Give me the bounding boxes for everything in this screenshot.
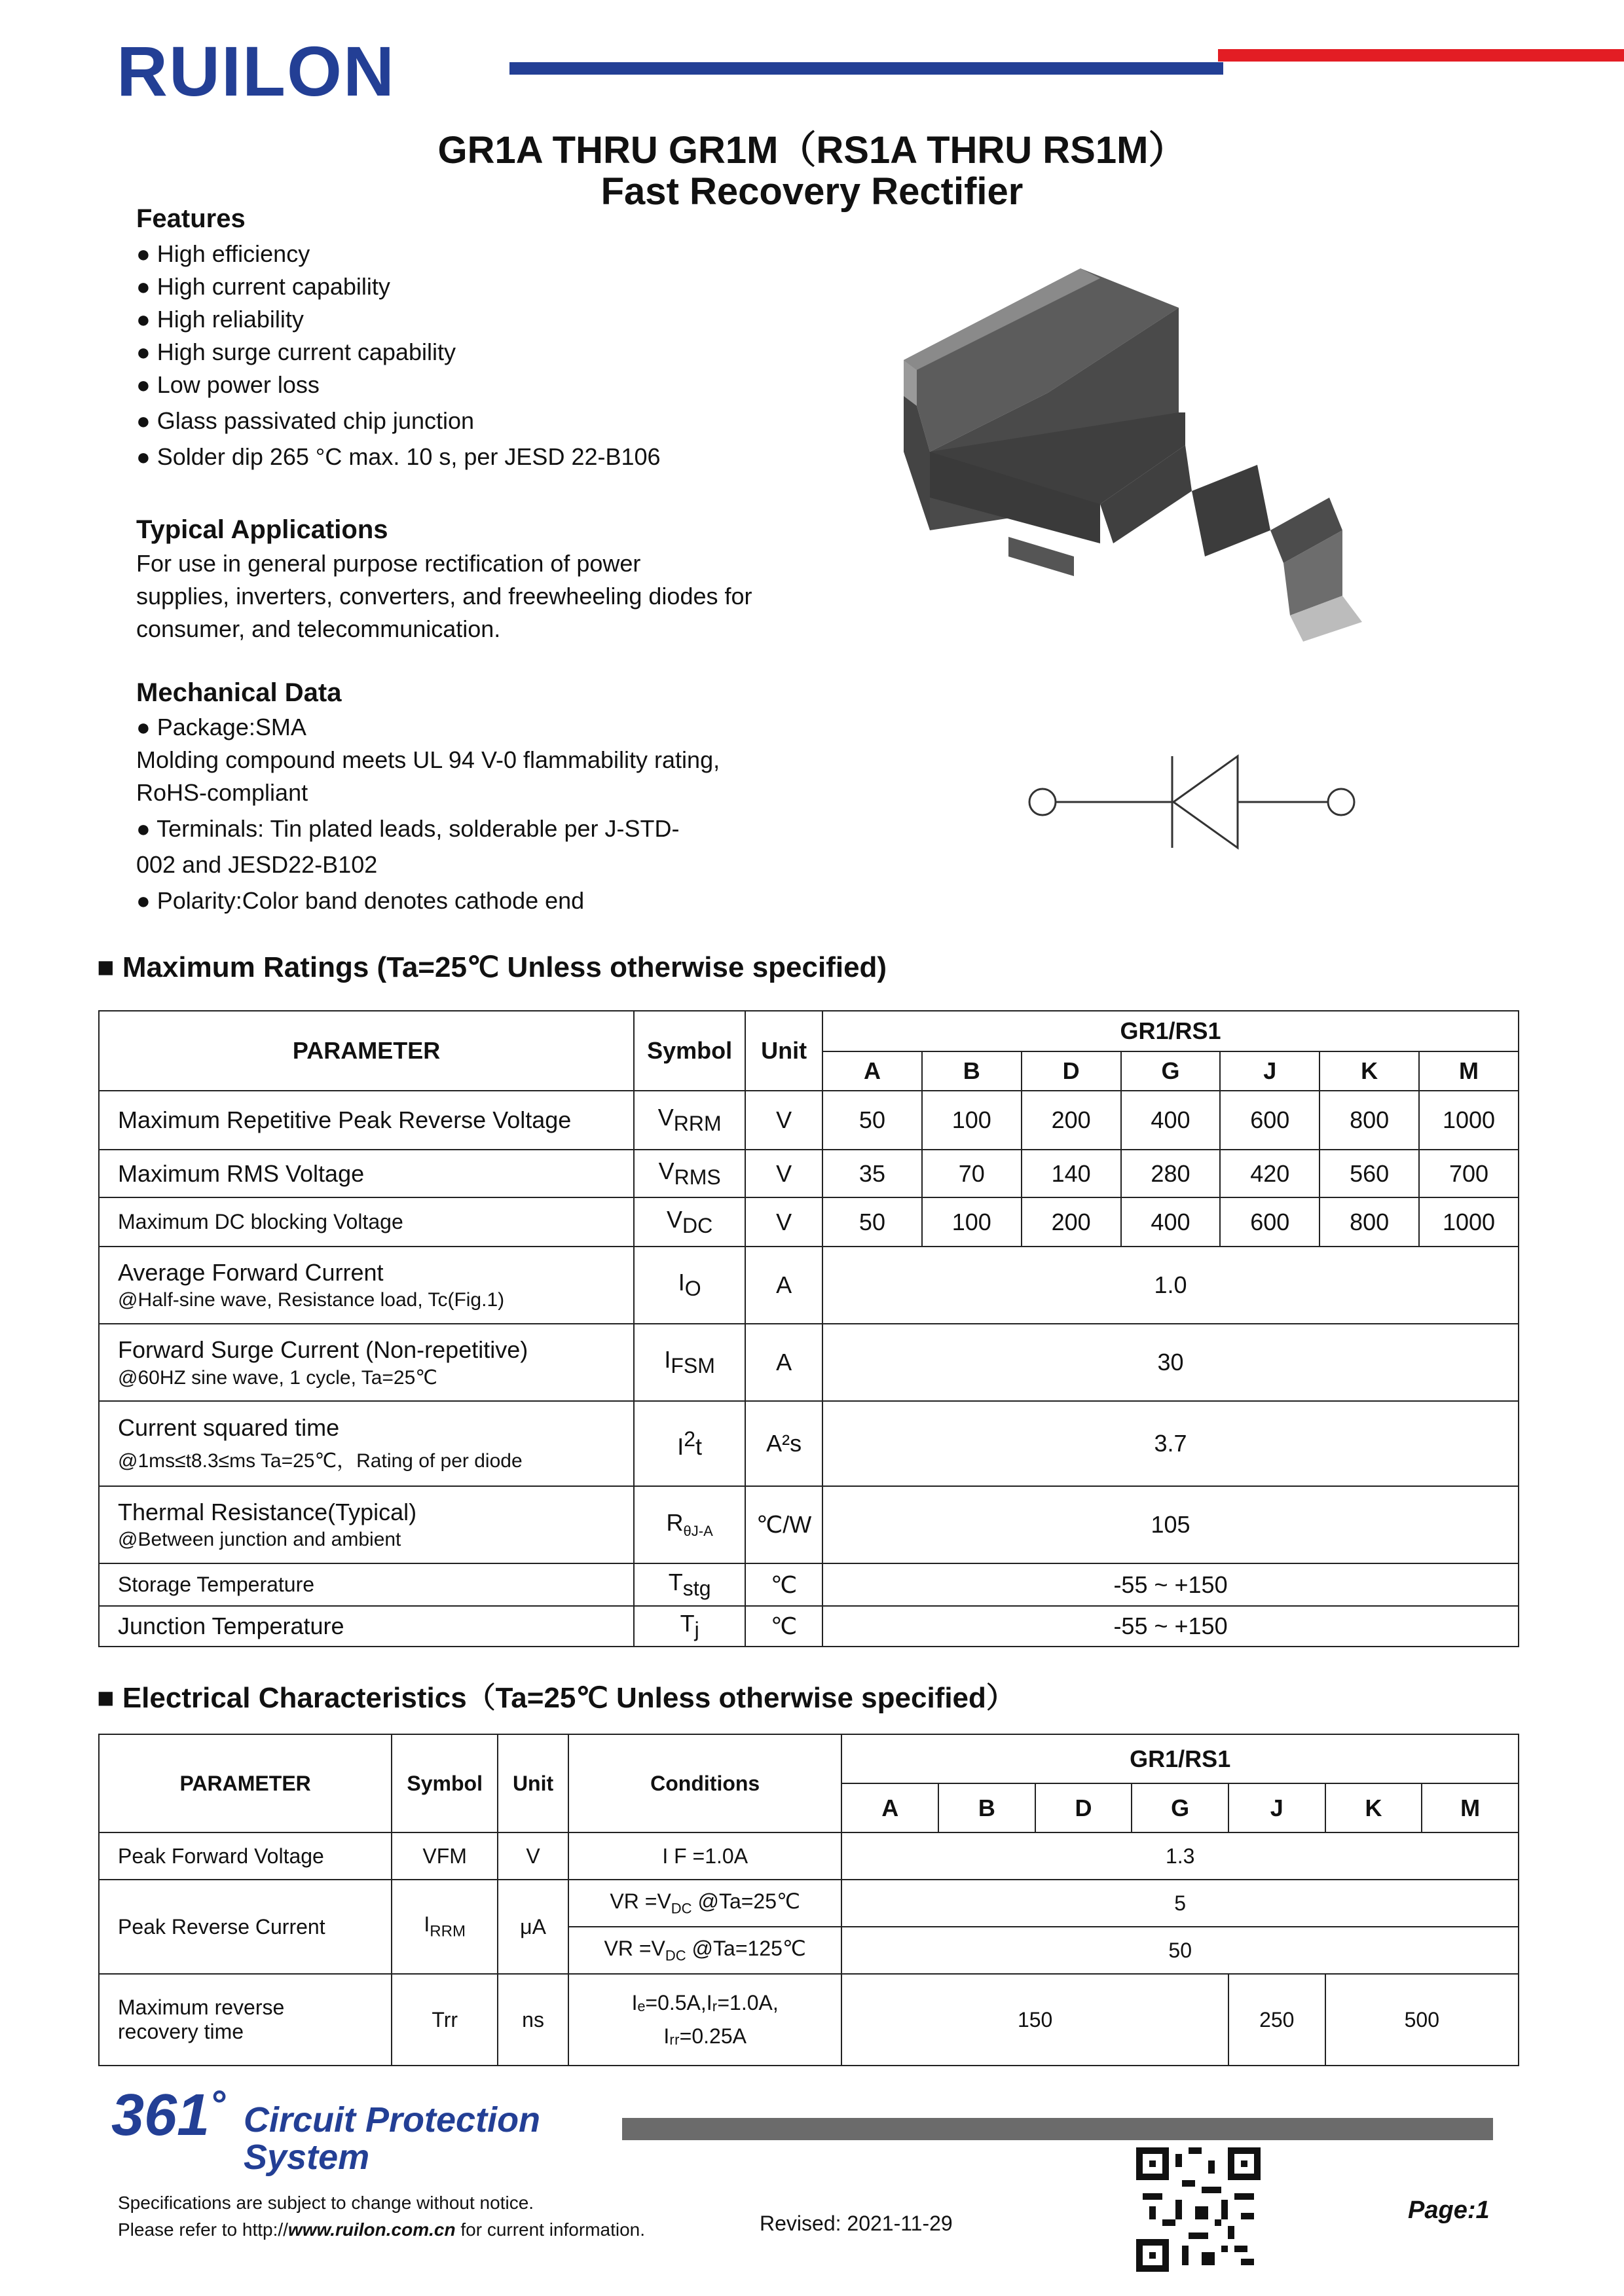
unit-cell: V <box>745 1197 822 1247</box>
unit-cell: V <box>745 1091 822 1150</box>
table-row <box>99 1974 1519 2066</box>
unit-cell: A²s <box>745 1401 822 1486</box>
max-ratings-table <box>98 1010 1519 1647</box>
features-list <box>136 239 661 475</box>
conditions-cell: VR $=V_{DC}$ @Ta=125℃ <box>568 1927 841 1974</box>
param-cell: Peak Reverse Current <box>99 1880 392 1974</box>
footer-notes <box>118 2190 645 2243</box>
unit-cell: ns <box>498 1974 568 2066</box>
page-number: Page:1 <box>1408 2196 1490 2224</box>
param-cell: Thermal Resistance(Typical) @Between junction and ambient <box>99 1486 634 1563</box>
param-cell: Maximum RMS Voltage <box>99 1150 634 1197</box>
table-row <box>99 1606 1519 1647</box>
conditions-cell: I F =1.0A <box>568 1832 841 1880</box>
value-cell: 280 <box>1121 1150 1221 1197</box>
conditions-cell: VR $=V_{DC}$ @Ta=25℃ <box>568 1880 841 1927</box>
grade-m: M <box>1422 1783 1519 1832</box>
page-title: GR1A THRU GR1M（RS1A THRU RS1M） <box>437 129 1187 172</box>
symbol-cell: $V_{RMS}$ <box>634 1150 745 1197</box>
unit-cell: ℃ <box>745 1563 822 1606</box>
value-cell: 1.3 <box>841 1832 1519 1880</box>
ruilon-logo: RUILON <box>117 31 396 111</box>
col-unit: Unit <box>745 1011 822 1091</box>
col-symbol: Symbol <box>634 1011 745 1091</box>
value-cell: 700 <box>1419 1150 1519 1197</box>
table-row <box>99 1197 1519 1247</box>
features-heading: Features <box>136 204 246 233</box>
value-cell: 560 <box>1320 1150 1419 1197</box>
value-cell: 600 <box>1220 1197 1320 1247</box>
grade-k: K <box>1325 1783 1422 1832</box>
mechanical-text <box>136 712 720 919</box>
value-cell: 1.0 <box>822 1247 1519 1324</box>
symbol-cell: VFM <box>392 1832 498 1880</box>
param-cell: Storage Temperature <box>99 1563 634 1606</box>
value-cell: 140 <box>1022 1150 1121 1197</box>
value-cell: 3.7 <box>822 1401 1519 1486</box>
square-bullet-icon: ■ <box>97 1682 122 1714</box>
symbol-cell: $I_{FSM}$ <box>634 1324 745 1401</box>
grade-b: B <box>922 1051 1022 1091</box>
value-cell: 400 <box>1121 1197 1221 1247</box>
footer-note-2: Please refer to http://www.ruilon.com.cn for current information. <box>118 2219 646 2240</box>
list-item: ● Glass passivated chip junction <box>136 406 661 442</box>
footer-grey-bar <box>622 2118 1493 2140</box>
unit-cell: ℃/W <box>745 1486 822 1563</box>
value-cell: 50 <box>822 1091 922 1150</box>
footer-logo-361: 361° <box>111 2083 226 2148</box>
unit-cell: V <box>498 1832 568 1880</box>
symbol-cell: Trr <box>392 1974 498 2066</box>
symbol-cell: $T_{stg}$ <box>634 1563 745 1606</box>
value-cell: 200 <box>1022 1197 1121 1247</box>
grade-g: G <box>1121 1051 1221 1091</box>
list-item: ● Solder dip 265 °C max. 10 s, per JESD 22-B106 <box>136 442 661 475</box>
symbol-cell: $R_{\theta J-A}$ <box>634 1486 745 1563</box>
conditions-cell: Iₑ=0.5A,Iᵣ=1.0A, Iᵣᵣ=0.25A <box>568 1974 841 2066</box>
list-item: ● High surge current capability <box>136 337 661 370</box>
sma-package-image <box>904 255 1441 701</box>
header-red-bar <box>1218 49 1624 62</box>
value-cell: 200 <box>1022 1091 1121 1150</box>
value-cell: 150 <box>841 1974 1228 2066</box>
electrical-table <box>98 1734 1519 2066</box>
unit-cell: A <box>745 1247 822 1324</box>
mechanical-terminals-2: 002 and JESD22-B102 <box>136 851 378 878</box>
table-row <box>99 1324 1519 1401</box>
footer-url-link[interactable]: www.ruilon.com.cn <box>287 2219 456 2240</box>
applications-heading: Typical Applications <box>136 515 388 544</box>
value-cell: 50 <box>841 1927 1519 1974</box>
grade-k: K <box>1320 1051 1419 1091</box>
col-conditions: Conditions <box>568 1734 841 1832</box>
value-cell: 800 <box>1320 1091 1419 1150</box>
footer-note-1: Specifications are subject to change without notice. <box>118 2193 534 2213</box>
symbol-cell: $T_j$ <box>634 1606 745 1647</box>
symbol-cell: $I_{RRM}$ <box>392 1880 498 1974</box>
value-cell: 1000 <box>1419 1197 1519 1247</box>
unit-cell: A <box>745 1324 822 1401</box>
list-item: ● Low power loss <box>136 370 661 406</box>
grade-m: M <box>1419 1051 1519 1091</box>
value-cell: 100 <box>922 1197 1022 1247</box>
symbol-cell: $I^2t$ <box>634 1401 745 1486</box>
symbol-cell: $V_{DC}$ <box>634 1197 745 1247</box>
value-cell: 250 <box>1228 1974 1325 2066</box>
value-cell: 420 <box>1220 1150 1320 1197</box>
electrical-title-text: Electrical Characteristics（Ta=25℃ Unless otherwise specified） <box>122 1682 1015 1714</box>
value-cell: 105 <box>822 1486 1519 1563</box>
grade-b: B <box>938 1783 1035 1832</box>
param-cell: Peak Forward Voltage <box>99 1832 392 1880</box>
max-ratings-title <box>97 951 887 984</box>
value-cell: 35 <box>822 1150 922 1197</box>
table-row <box>99 1880 1519 1927</box>
max-ratings-title-text: Maximum Ratings (Ta=25℃ Unless otherwise specified) <box>122 951 887 983</box>
value-cell: -55 ~ +150 <box>822 1563 1519 1606</box>
list-item: ● High reliability <box>136 304 661 337</box>
value-cell: 600 <box>1220 1091 1320 1150</box>
grade-a: A <box>822 1051 922 1091</box>
param-cell: Maximum reverse recovery time <box>99 1974 392 2066</box>
param-cell: Maximum DC blocking Voltage <box>99 1197 634 1247</box>
grade-j: J <box>1220 1051 1320 1091</box>
col-group: GR1/RS1 <box>822 1011 1519 1051</box>
param-cell: Junction Temperature <box>99 1606 634 1647</box>
param-cell: Forward Surge Current (Non-repetitive) @60HZ sine wave, 1 cycle, Ta=25℃ <box>99 1324 634 1401</box>
qr-code-icon <box>1136 2147 1261 2272</box>
list-item: ● High efficiency <box>136 239 661 272</box>
value-cell: 70 <box>922 1150 1022 1197</box>
col-parameter: PARAMETER <box>99 1734 392 1832</box>
mechanical-molding: Molding compound meets UL 94 V-0 flammability rating, <box>136 746 720 773</box>
grade-g: G <box>1132 1783 1228 1832</box>
unit-cell: μA <box>498 1880 568 1974</box>
value-cell: 1000 <box>1419 1091 1519 1150</box>
value-cell: 30 <box>822 1324 1519 1401</box>
symbol-cell: $V_{RRM}$ <box>634 1091 745 1150</box>
unit-cell: V <box>745 1150 822 1197</box>
grade-d: D <box>1035 1783 1132 1832</box>
electrical-title <box>97 1674 1015 1716</box>
col-symbol: Symbol <box>392 1734 498 1832</box>
col-unit: Unit <box>498 1734 568 1832</box>
param-cell: Maximum Repetitive Peak Reverse Voltage <box>99 1091 634 1150</box>
table-row <box>99 1401 1519 1486</box>
applications-line: supplies, inverters, converters, and freewheeling diodes for <box>136 583 752 610</box>
applications-line: For use in general purpose rectification of power <box>136 550 641 577</box>
mechanical-package: ● Package:SMA <box>136 712 720 745</box>
list-item: ● High current capability <box>136 272 661 304</box>
table-row <box>99 1563 1519 1606</box>
table-row <box>99 1247 1519 1324</box>
value-cell: 100 <box>922 1091 1022 1150</box>
table-row <box>99 1486 1519 1563</box>
square-bullet-icon: ■ <box>97 951 122 983</box>
value-cell: 800 <box>1320 1197 1419 1247</box>
value-cell: 50 <box>822 1197 922 1247</box>
table-row <box>99 1832 1519 1880</box>
mechanical-heading: Mechanical Data <box>136 678 342 707</box>
diode-symbol-icon <box>1028 753 1356 851</box>
unit-cell: ℃ <box>745 1606 822 1647</box>
col-group: GR1/RS1 <box>841 1734 1519 1783</box>
value-cell: 5 <box>841 1880 1519 1927</box>
header-blue-bar <box>509 62 1223 75</box>
mechanical-terminals: ● Terminals: Tin plated leads, solderable per J-STD- <box>136 814 720 850</box>
value-cell: 400 <box>1121 1091 1221 1150</box>
table-row <box>99 1091 1519 1150</box>
applications-text <box>136 549 752 647</box>
symbol-cell: $I_O$ <box>634 1247 745 1324</box>
applications-line: consumer, and telecommunication. <box>136 615 501 642</box>
mechanical-polarity: ● Polarity:Color band denotes cathode end <box>136 886 720 919</box>
value-cell: 500 <box>1325 1974 1519 2066</box>
grade-d: D <box>1022 1051 1121 1091</box>
footer-logo-text: Circuit Protection System <box>244 2100 541 2177</box>
grade-a: A <box>841 1783 938 1832</box>
page-subtitle: Fast Recovery Rectifier <box>600 170 1024 213</box>
table-row <box>99 1150 1519 1197</box>
mechanical-molding-2: RoHS-compliant <box>136 779 308 806</box>
param-cell: Average Forward Current @Half-sine wave, Resistance load, Tc(Fig.1) <box>99 1247 634 1324</box>
revised-date: Revised: 2021-11-29 <box>760 2212 953 2235</box>
value-cell: -55 ~ +150 <box>822 1606 1519 1647</box>
param-cell: Current squared time @1ms≤t8.3≤ms Ta=25℃，Rating of per diode <box>99 1401 634 1486</box>
grade-j: J <box>1228 1783 1325 1832</box>
col-parameter: PARAMETER <box>99 1011 634 1091</box>
